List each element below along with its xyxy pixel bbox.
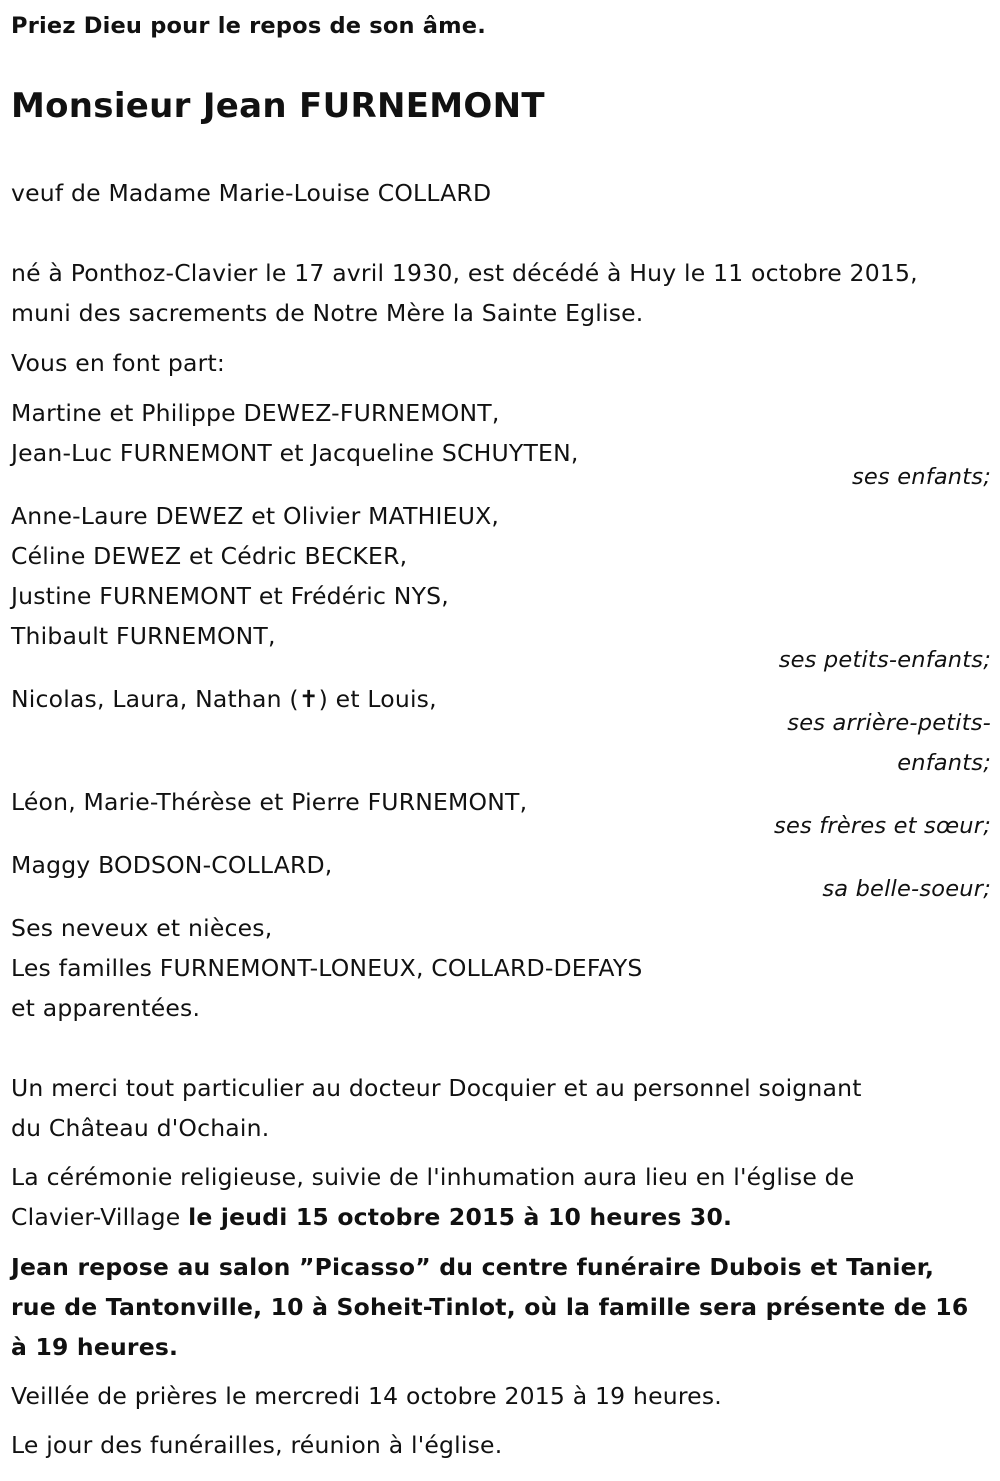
repose-line-3: à 19 heures.: [11, 1333, 179, 1361]
children-line-2: Jean-Luc FURNEMONT et Jacqueline SCHUYTEN,: [11, 439, 579, 467]
grandchildren-line-3: Justine FURNEMONT et Frédéric NYS,: [11, 582, 449, 610]
others-line-3: et apparentées.: [11, 994, 201, 1022]
others-line-2: Les familles FURNEMONT-LONEUX, COLLARD-DEFAYS: [11, 954, 643, 982]
siblings-line: Léon, Marie-Thérèse et Pierre FURNEMONT,: [11, 788, 528, 816]
sister-in-law-role: sa belle-soeur;: [822, 876, 991, 902]
sister-in-law-line: Maggy BODSON-COLLARD,: [11, 851, 333, 879]
thanks-line-2: du Château d'Ochain.: [11, 1114, 270, 1142]
thanks-line-1: Un merci tout particulier au docteur Docquier et au personnel soignant: [11, 1074, 862, 1102]
announce-line: Vous en font part:: [11, 349, 225, 377]
spouse-line: veuf de Madame Marie-Louise COLLARD: [11, 179, 492, 207]
great-grandchildren-role-2: enfants;: [897, 750, 991, 776]
others-line-1: Ses neveux et nièces,: [11, 914, 273, 942]
repose-line-2: rue de Tantonville, 10 à Soheit-Tinlot, où la famille sera présente de 16: [11, 1293, 969, 1321]
grandchildren-line-2: Céline DEWEZ et Cédric BECKER,: [11, 542, 408, 570]
ceremony-line-1: La cérémonie religieuse, suivie de l'inhumation aura lieu en l'église de: [11, 1163, 855, 1191]
repose-line-1: Jean repose au salon ”Picasso” du centre funéraire Dubois et Tanier,: [11, 1253, 935, 1281]
grandchildren-line-4: Thibault FURNEMONT,: [11, 622, 276, 650]
great-grandchildren-line: Nicolas, Laura, Nathan (✝) et Louis,: [11, 685, 437, 713]
deceased-name: Monsieur Jean FURNEMONT: [11, 86, 545, 126]
great-grandchildren-role-1: ses arrière-petits-: [787, 710, 991, 736]
grandchildren-role: ses petits-enfants;: [778, 647, 991, 673]
birth-death-line-2: muni des sacrements de Notre Mère la Sainte Eglise.: [11, 299, 644, 327]
siblings-role: ses frères et sœur;: [774, 813, 991, 839]
ceremony-place: Clavier-Village: [11, 1203, 189, 1231]
children-role: ses enfants;: [851, 464, 991, 490]
ceremony-line-2: [11, 1202, 732, 1232]
birth-death-line-1: né à Ponthoz-Clavier le 17 avril 1930, est décédé à Huy le 11 octobre 2015,: [11, 259, 918, 287]
ceremony-date: le jeudi 15 octobre 2015 à 10 heures 30.: [188, 1203, 733, 1231]
grandchildren-line-1: Anne-Laure DEWEZ et Olivier MATHIEUX,: [11, 502, 500, 530]
meeting-line: Le jour des funérailles, réunion à l'église.: [11, 1431, 503, 1459]
prayer-header: Priez Dieu pour le repos de son âme.: [11, 13, 486, 39]
vigil-line: Veillée de prières le mercredi 14 octobre 2015 à 19 heures.: [11, 1382, 722, 1410]
children-line-1: Martine et Philippe DEWEZ-FURNEMONT,: [11, 399, 500, 427]
